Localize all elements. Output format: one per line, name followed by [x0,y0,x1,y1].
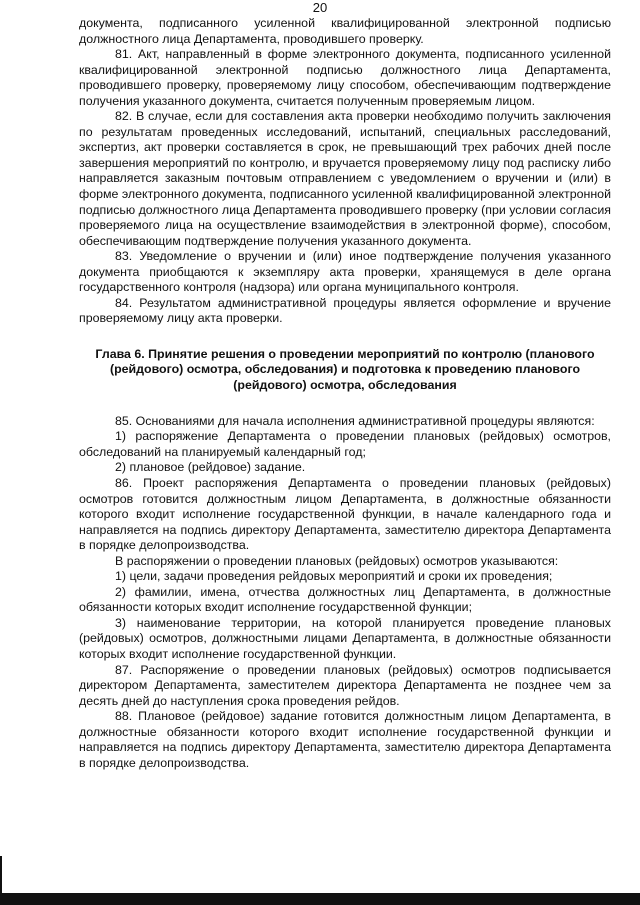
paragraph-88: 88. Плановое (рейдовое) задание готовится должностным лицом Департамента, в должностные обязанности которого входит исполнение государственной функции и направляется на подпись директору Департамента, заместителю директора Департамента в порядке делопроизводства. [79,709,611,770]
document-body [79,16,611,771]
paragraph-86-intro: В распоряжении о проведении плановых (рейдовых) осмотров указываются: [115,553,559,568]
list-item-85-2: 2) плановое (рейдовое) задание. [115,460,306,475]
paragraph-82: 82. В случае, если для составления акта проверки необходимо получить заключения по результатам проведенных исследований, испытаний, специальных расследований, экспертиз, акт проверки составляется в срок, не превышающий трех рабочих дней после завершения мероприятий по контролю, и вручается проверяемому лицу под расписку либо направляется заказным почтовым отправлением с уведомлением о вручении и (или) в форме электронного документа, подписанного усиленной квалифицированной электронной подписью должностного лица Департамента проводившего проверку (при условии согласия проверяемого лица на осуществление взаимодействия в электронной форме), способом, обеспечивающим подтверждение получения указанного документа. [79,109,611,248]
list-item-86-2: 2) фамилии, имена, отчества должностных лиц Департамента, в должностные обязанности которых входит исполнение государственной функции; [79,584,611,615]
paragraph-83: 83. Уведомление о вручении и (или) иное подтверждение получения указанного документа приобщаются к экземпляру акта проверки, хранящемуся в деле органа государственного контроля (надзора) или органа муниципального контроля. [79,249,611,295]
paragraph-87: 87. Распоряжение о проведении плановых (рейдовых) осмотров подписывается директором Департамента, заместителем директора Департамента не позднее чем за десять дней до наступления срока проведения рейдов. [79,662,611,708]
list-item-85-1: 1) распоряжение Департамента о проведении плановых (рейдовых) осмотров, обследований на планируемый календарный год; [79,429,611,459]
list-item-86-3: 3) наименование территории, на которой планируется проведение плановых (рейдовых) осмотров, должностными лицами Департамента, в должностные обязанности которых входит исполнение государственной функции. [79,615,611,662]
paragraph-continuation: документа, подписанного усиленной квалифицированной электронной подписью должностного лица Департамента, проводившего проверку. [79,16,611,46]
chapter-heading: Глава 6. Принятие решения о проведении мероприятий по контролю (планового (рейдового) осмотра, обследования) и подготовка к проведению планового (рейдового) осмотра, обследования [95,346,595,392]
paragraph-84: 84. Результатом административной процедуры является оформление и вручение проверяемому лицу акта проверки. [79,295,611,326]
page-number: 20 [312,0,328,15]
paragraph-86: 86. Проект распоряжения Департамента о проведении плановых (рейдовых) осмотров готовится должностным лицом Департамента, в должностные обязанности которого входит исполнение государственной функции, в начале календарного года и направляется на подпись директору Департамента, заместителю директора Департамента в порядке делопроизводства. [79,476,611,553]
paragraph-85: 85. Основаниями для начала исполнения административной процедуры являются: [115,413,595,428]
scan-edge-mark [0,856,2,894]
list-item-86-1: 1) цели, задачи проведения рейдовых мероприятий и сроки их проведения; [115,569,553,584]
scan-bottom-bar [0,893,640,905]
paragraph-81: 81. Акт, направленный в форме электронного документа, подписанного усиленной квалифицированной электронной подписью должностного лица Департамента, проводившего проверку, проверяемому лицу способом, обеспечивающим подтверждение получения указанного документа, считается полученным проверяемым лицом. [79,47,611,108]
